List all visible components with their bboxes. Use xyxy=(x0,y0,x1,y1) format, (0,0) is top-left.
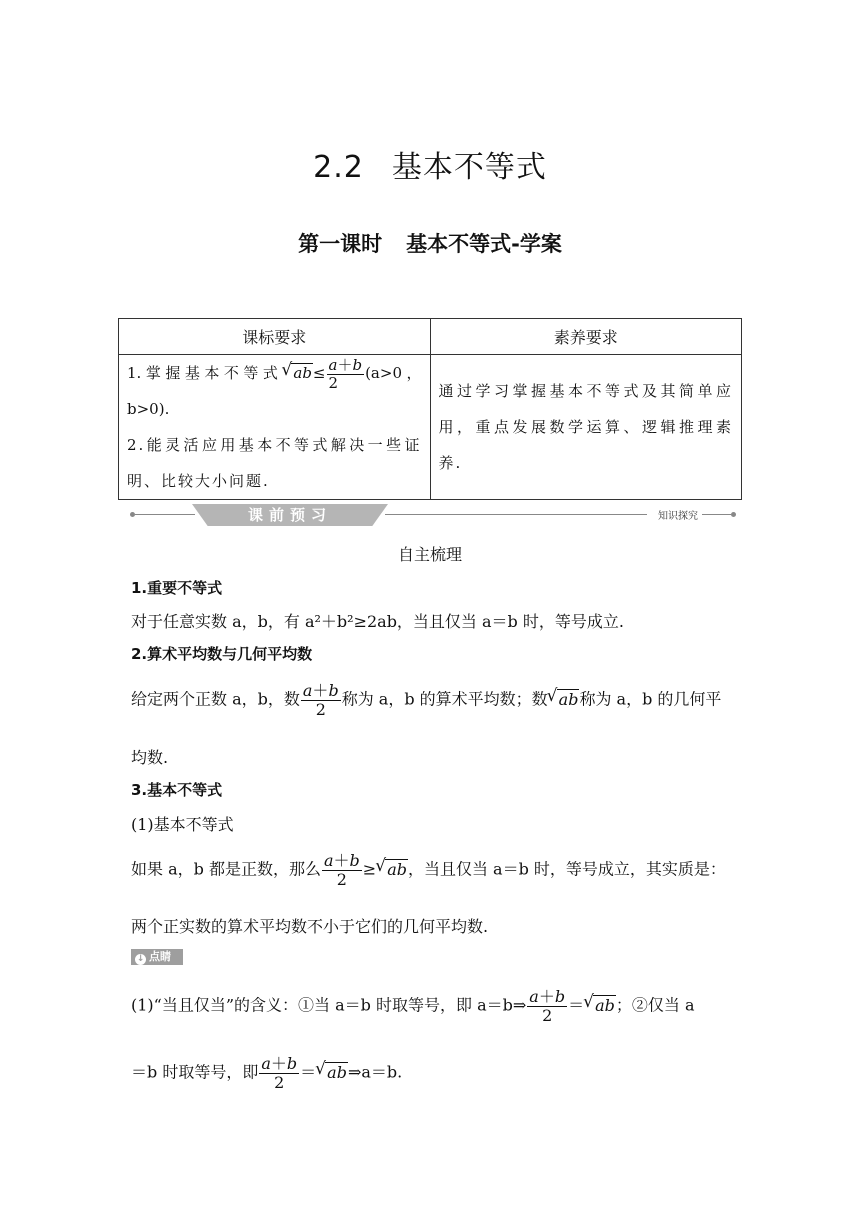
section-name: 基本不等式 xyxy=(391,150,547,185)
section-3-subtitle: (1)基本不等式 xyxy=(131,815,234,834)
fraction-mean: $\frac{a+b}{2}$ xyxy=(323,851,360,889)
sqrt-ab: √ ab xyxy=(385,859,408,879)
info-icon: ↓ xyxy=(136,954,145,964)
lesson-label: 第一课时 xyxy=(298,232,383,256)
note-text-cont: ＝b 时取等号，即 $\frac{a+b}{2}$ ＝√ ab⇒a＝b. xyxy=(131,1055,402,1091)
section-3-text: 如果 a，b 都是正数，那么 $\frac{a+b}{2}$ ≥√ ab，当且仅当 a＝b 时，等号成立，其实质是： xyxy=(131,852,741,888)
lesson-name: 基本不等式-学案 xyxy=(406,232,562,256)
curriculum-requirements-cell xyxy=(119,355,431,500)
preview-banner xyxy=(130,504,736,526)
sqrt-ab: √ ab xyxy=(291,363,313,382)
sqrt-ab: √ ab xyxy=(325,1062,348,1082)
competency-requirements-cell: 通过学习掌握基本不等式及其简单应用，重点发展数学运算、逻辑推理素养. xyxy=(430,355,742,500)
curriculum-requirements-header: 课标要求 xyxy=(119,319,431,355)
note-text: (1)“当且仅当”的含义：①当 a＝b 时取等号，即 a＝b⇒ $\frac{a+b}{2}$ ＝√ ab；②仅当 a xyxy=(131,988,741,1024)
sqrt-ab: √ ab xyxy=(593,995,616,1015)
section-number: 2.2 xyxy=(313,150,364,185)
banner-line-mid xyxy=(385,514,647,515)
sqrt-ab: √ ab xyxy=(557,689,580,709)
section-2-text: 给定两个正数 a，b，数 $\frac{a+b}{2}$ 称为 a，b 的算术平均数；数√ ab称为 a，b 的几何平 xyxy=(131,682,741,718)
section-title xyxy=(0,142,860,186)
banner-dot-right xyxy=(731,512,736,517)
content-heading: 自主梳理 xyxy=(397,545,462,564)
section-3-title: 3.基本不等式 xyxy=(131,781,223,799)
section-2-text-cont: 均数. xyxy=(131,748,169,767)
competency-requirements-header: 素养要求 xyxy=(430,319,742,355)
fraction-mean: $\frac{a+b}{2}$ xyxy=(529,987,566,1025)
section-1-text: 对于任意实数 a，b，有 a²＋b²≥2ab，当且仅当 a＝b 时，等号成立. xyxy=(131,612,624,631)
fraction-mean: $\frac{a+b}{2}$ xyxy=(328,356,363,392)
banner-tab-label: 课前预习 xyxy=(247,506,332,524)
requirement-item-1: 1.掌握基本不等式√ ab≤ $\frac{a+b}{2}$ (a>0，b>0). xyxy=(127,355,422,427)
section-2-title: 2.算术平均数与几何平均数 xyxy=(131,645,313,663)
banner-line-right xyxy=(702,514,731,515)
section-3-text-cont: 两个正实数的算术平均数不小于它们的几何平均数. xyxy=(131,917,489,936)
requirements-table xyxy=(118,318,742,500)
lesson-title xyxy=(0,228,860,258)
note-badge: ↓ 点睛 xyxy=(131,949,183,965)
fraction-arith-mean: $\frac{a+b}{2}$ xyxy=(302,681,339,719)
requirement-item-2: 2.能灵活应用基本不等式解决一些证明、比较大小问题. xyxy=(127,436,422,490)
fraction-mean: $\frac{a+b}{2}$ xyxy=(261,1054,298,1092)
banner-right-label: 知识探究 xyxy=(658,511,698,522)
section-1-title: 1.重要不等式 xyxy=(131,579,223,597)
banner-line-left xyxy=(135,514,195,515)
